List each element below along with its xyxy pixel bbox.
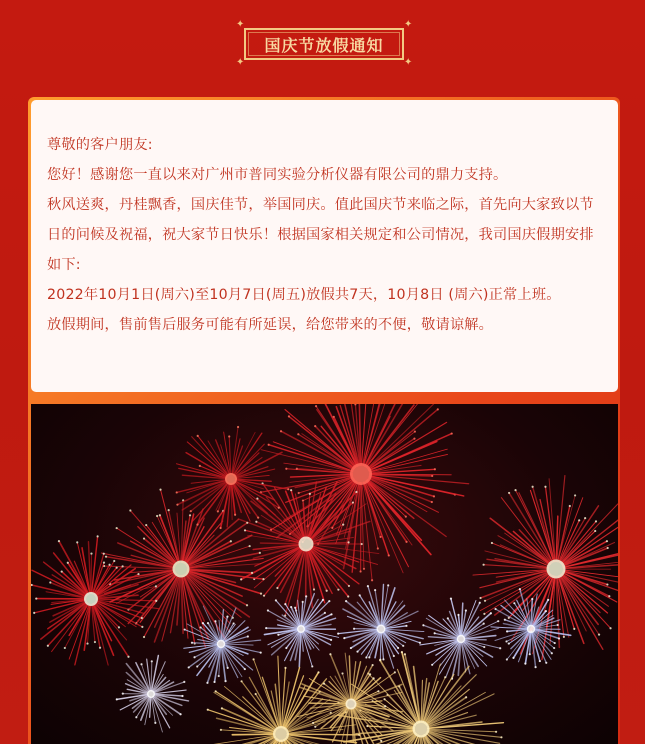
notice-paragraph-thanks: 您好！感谢您一直以来对广州市普同实验分析仪器有限公司的鼎力支持。 — [47, 167, 508, 183]
fireworks-icon — [31, 404, 618, 744]
firework-burst — [420, 598, 501, 680]
fireworks-image — [31, 404, 618, 744]
firework-burst — [31, 535, 159, 665]
notice-paragraph-apology: 放假期间，售前售后服务可能有所延误，给您带来的不便，敬请谅解。 — [47, 317, 494, 333]
notice-greeting: 尊敬的客户朋友: — [47, 137, 153, 153]
firework-burst — [116, 656, 189, 732]
title-badge — [236, 19, 413, 68]
firework-burst — [184, 606, 262, 684]
notice-paragraph-festival: 秋风送爽，丹桂飘香，国庆佳节，举国同庆。值此国庆节来临之际，首先向大家致以节日的问候及祝福，祝大家节日快乐！根据国家相关规定和公司情况，我司国庆假期安排如下: — [47, 197, 594, 273]
firework-burst — [101, 489, 264, 647]
firework-burst — [176, 426, 290, 529]
notice-paragraph-schedule: 2022年10月1日(周六)至10月7日(周五)放假共7天，10月8日 (周六)正常上班。 — [47, 287, 561, 303]
page-title: 国庆节放假通知 — [264, 35, 384, 55]
firework-burst — [264, 594, 338, 668]
sparkle-icon: ✦ — [404, 57, 413, 68]
notice-card — [31, 100, 618, 392]
firework-burst — [337, 584, 424, 668]
sparkle-icon: ✦ — [236, 57, 245, 68]
sparkle-icon: ✦ — [404, 19, 413, 30]
title-frame — [244, 28, 404, 60]
sparkle-icon: ✦ — [236, 19, 245, 30]
